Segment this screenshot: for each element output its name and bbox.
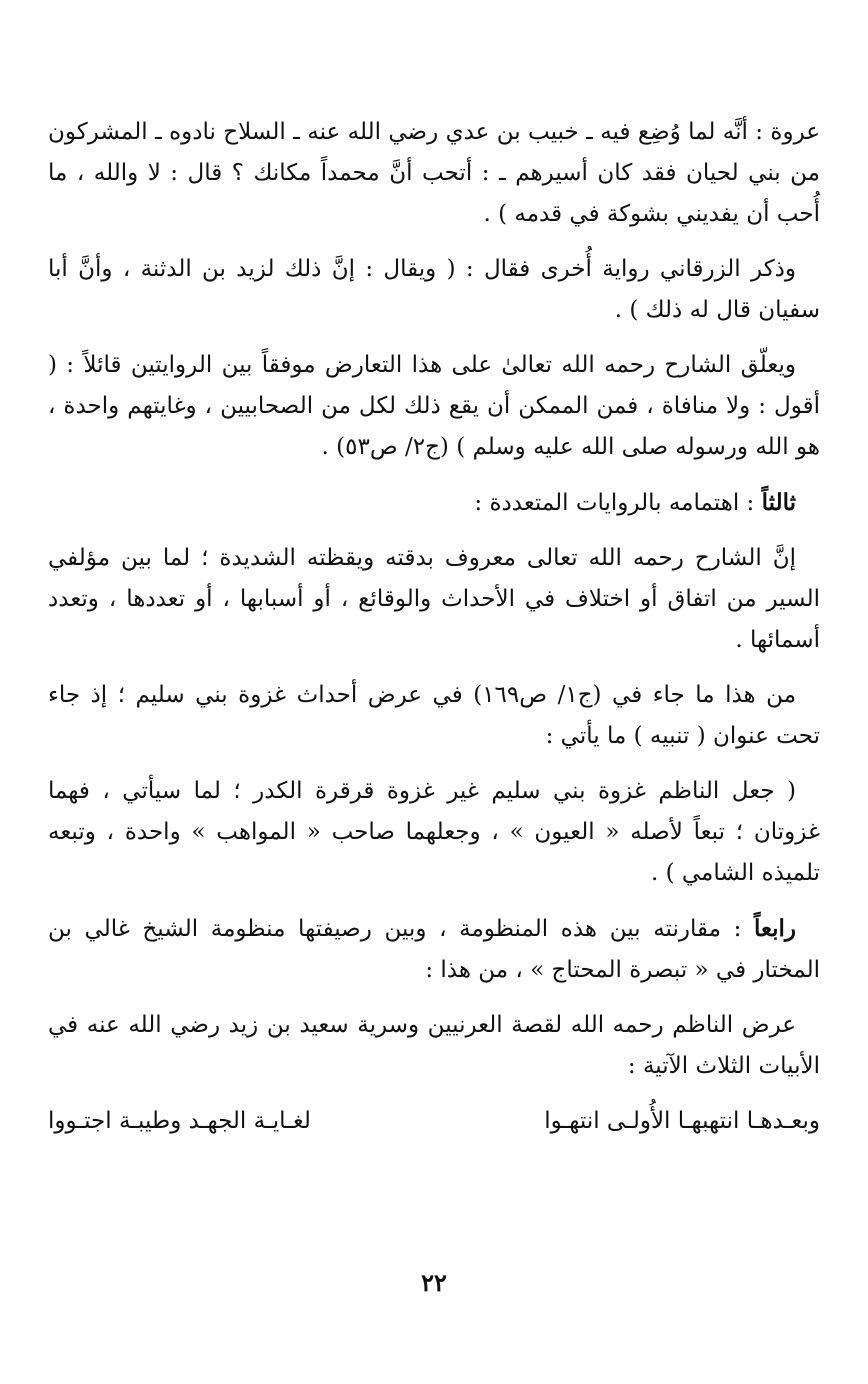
paragraph-7-text: ( جعل الناظم غزوة بني سليم غير غزوة قرقرة الكدر ؛ لما سيأتي ، فهما غزوتان ؛ تبعاً لأصله « العيون » ، وجعلهما صاحب « المواهب » واحدة ، وتبعه تلميذه الشامي ) . xyxy=(48,778,820,886)
paragraph-8-heading xyxy=(48,908,820,991)
verse-hemistich-right: وبعـدهـا انتهبهـا الأُولـى انتهـوا xyxy=(544,1108,820,1134)
paragraph-9-text: عرض الناظم رحمه الله لقصة العرنيين وسرية سعيد بن زيد رضي الله عنه في الأبيات الثلاث الآتية : xyxy=(48,1012,820,1079)
section-lead-fourth: رابعاً xyxy=(753,915,796,942)
paragraph-7 xyxy=(48,771,820,894)
paragraph-4-heading xyxy=(48,482,820,524)
paragraph-8-text: : مقارنته بين هذه المنظومة ، وبين رصيفتها منظومة الشيخ غالي بن المختار في « تبصرة المحتاج » ، من هذا : xyxy=(48,916,820,983)
paragraph-3 xyxy=(48,345,820,468)
paragraph-1-text: عروة : أنَّه لما وُضِع فيه ـ خبيب بن عدي رضي الله عنه ـ السلاح نادوه ـ المشركون من بني لحيان فقد كان أسيرهم ـ : أتحب أنَّ محمداً مكانك ؟ قال : لا والله ، ما أُحب أن يفديني بشوكة في قدمه ) . xyxy=(48,119,820,227)
paragraph-5-text: إنَّ الشارح رحمه الله تعالى معروف بدقته ويقظته الشديدة ؛ لما بين مؤلفي السير من اتفاق أو اختلاف في الأحداث والوقائع ، أو أسبابها ، أو تعددها ، وتعدد أسمائها . xyxy=(48,545,820,653)
page-number: ٢٢ xyxy=(421,1268,447,1297)
paragraph-3-text: ويعلّق الشارح رحمه الله تعالىٰ على هذا التعارض موفقاً بين الروايتين قائلاً : ( أقول : ولا منافاة ، فمن الممكن أن يقع ذلك لكل من الصحابيين ، وغايتهم واحدة ، هو الله ورسوله صلى الله عليه وسلم ) (ج٢/ ص٥٣) . xyxy=(48,352,820,460)
section-lead-third: ثالثاً xyxy=(761,489,796,516)
paragraph-2 xyxy=(48,249,820,331)
paragraph-4-text: : اهتمامه بالروايات المتعددة : xyxy=(474,490,762,516)
verse-line xyxy=(48,1101,820,1142)
paragraph-9 xyxy=(48,1005,820,1087)
paragraph-6-text: من هذا ما جاء في (ج١/ ص١٦٩) في عرض أحداث غزوة بني سليم ؛ إذ جاء تحت عنوان ( تنبيه ) ما يأتي : xyxy=(48,682,820,749)
paragraph-6 xyxy=(48,675,820,757)
paragraph-5 xyxy=(48,538,820,661)
verse-hemistich-left: لغـايـة الجهـد وطيبـة اجتـووا xyxy=(48,1108,311,1134)
paragraph-1 xyxy=(48,112,820,235)
body-text xyxy=(48,112,820,1142)
paragraph-2-text: وذكر الزرقاني رواية أُخرى فقال : ( ويقال : إنَّ ذلك لزيد بن الدثنة ، وأنَّ أبا سفيان قال له ذلك ) . xyxy=(48,256,820,323)
